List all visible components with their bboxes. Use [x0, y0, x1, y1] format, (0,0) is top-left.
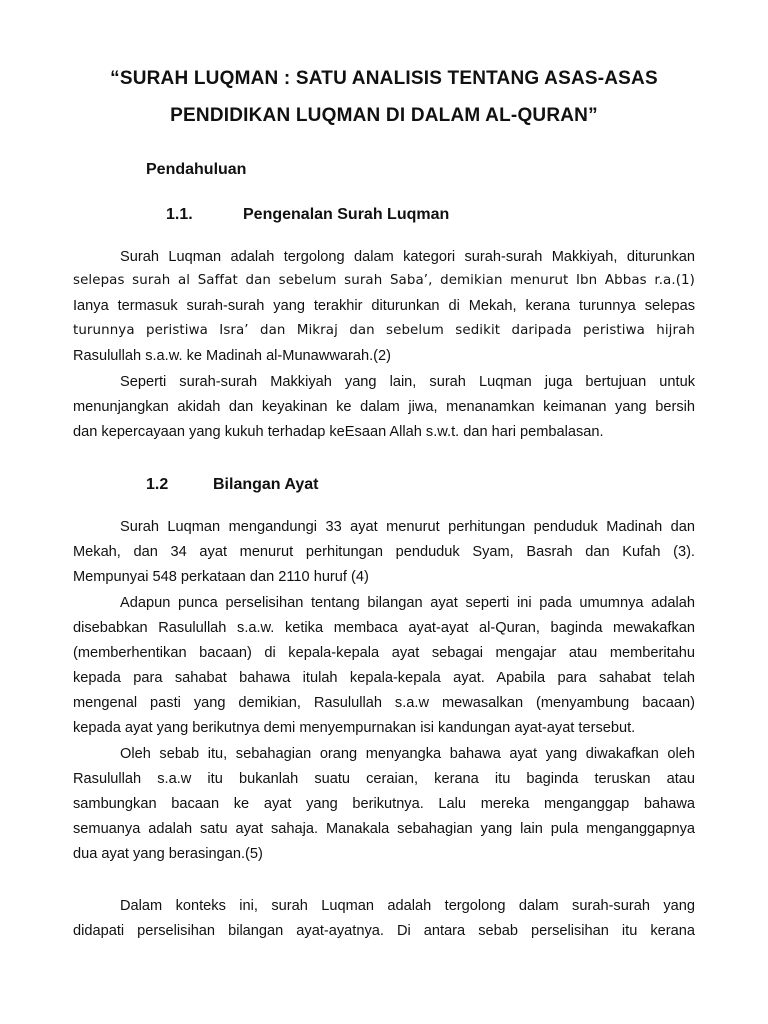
paragraph-line: disebabkan Rasulullah s.a.w. ketika membaca ayat-ayat al-Quran, baginda mewakafkan	[73, 620, 695, 636]
paragraph-line: Surah Luqman mengandungi 33 ayat menurut perhitungan penduduk Madinah dan	[120, 519, 695, 535]
subsection-1-heading: Pengenalan Surah Luqman	[243, 206, 450, 223]
subsection-2-heading: Bilangan Ayat	[213, 476, 319, 493]
document-title-line-1: “SURAH LUQMAN : SATU ANALISIS TENTANG ASAS-ASAS	[110, 68, 658, 89]
paragraph-line: didapati perselisihan bilangan ayat-ayatnya. Di antara sebab perselisihan itu kerana	[73, 923, 695, 939]
paragraph-line: Ianya termasuk surah-surah yang terakhir diturunkan di Mekah, kerana turunnya selepas	[73, 298, 695, 314]
document-title-line-2: PENDIDIKAN LUQMAN DI DALAM AL-QURAN”	[170, 105, 598, 126]
paragraph-line: selepas surah al Saffat dan sebelum surah Saba’, demikian menurut Ibn Abbas r.a.(1)	[73, 273, 695, 288]
paragraph-line: kepada ayat yang berikutnya demi menyempurnakan isi kandungan ayat-ayat tersebut.	[73, 720, 636, 736]
subsection-1-number: 1.1.	[166, 206, 193, 223]
paragraph-line: kepada para sahabat bahawa itulah kepala-kepala ayat. Apabila para sahabat telah	[73, 670, 695, 686]
paragraph-line: Oleh sebab itu, sebahagian orang menyangka bahawa ayat yang diwakafkan oleh	[120, 746, 695, 762]
paragraph-line: Surah Luqman adalah tergolong dalam kategori surah-surah Makkiyah, diturunkan	[120, 249, 695, 265]
section-heading: Pendahuluan	[146, 161, 247, 178]
paragraph-line: Rasulullah s.a.w. ke Madinah al-Munawwarah.(2)	[73, 348, 391, 364]
paragraph-line: turunnya peristiwa Isra’ dan Mikraj dan sebelum sedikit daripada peristiwa hijrah	[73, 323, 695, 338]
paragraph-line: Seperti surah-surah Makkiyah yang lain, surah Luqman juga bertujuan untuk	[120, 374, 695, 390]
paragraph-line: dua ayat yang berasingan.(5)	[73, 846, 263, 862]
paragraph-line: Adapun punca perselisihan tentang bilangan ayat seperti ini pada umumnya adalah	[120, 595, 695, 611]
paragraph-line: menunjangkan akidah dan keyakinan ke dalam jiwa, menanamkan keimanan yang bersih	[73, 399, 695, 415]
paragraph-line: mengenal pasti yang demikian, Rasulullah s.a.w mewasalkan (menyambung bacaan)	[73, 695, 695, 711]
subsection-2-number: 1.2	[146, 476, 169, 493]
paragraph-line: Dalam konteks ini, surah Luqman adalah tergolong dalam surah-surah yang	[120, 898, 695, 914]
paragraph-line: Mekah, dan 34 ayat menurut perhitungan penduduk Syam, Basrah dan Kufah (3).	[73, 544, 695, 560]
paragraph-line: dan kepercayaan yang kukuh terhadap keEsaan Allah s.w.t. dan hari pembalasan.	[73, 424, 604, 440]
paragraph-line: semuanya adalah satu ayat sahaja. Manakala sebahagian yang lain pula menganggapnya	[73, 821, 695, 837]
paragraph-line: sambungkan bacaan ke ayat yang berikutnya. Lalu mereka menganggap bahawa	[73, 796, 695, 812]
paragraph-line: Rasulullah s.a.w itu bukanlah suatu ceraian, kerana itu baginda teruskan atau	[73, 771, 695, 787]
paragraph-line: (memberhentikan bacaan) di kepala-kepala ayat sebagai mengajar atau memberitahu	[73, 645, 695, 661]
paragraph-line: Mempunyai 548 perkataan dan 2110 huruf (4)	[73, 569, 369, 585]
